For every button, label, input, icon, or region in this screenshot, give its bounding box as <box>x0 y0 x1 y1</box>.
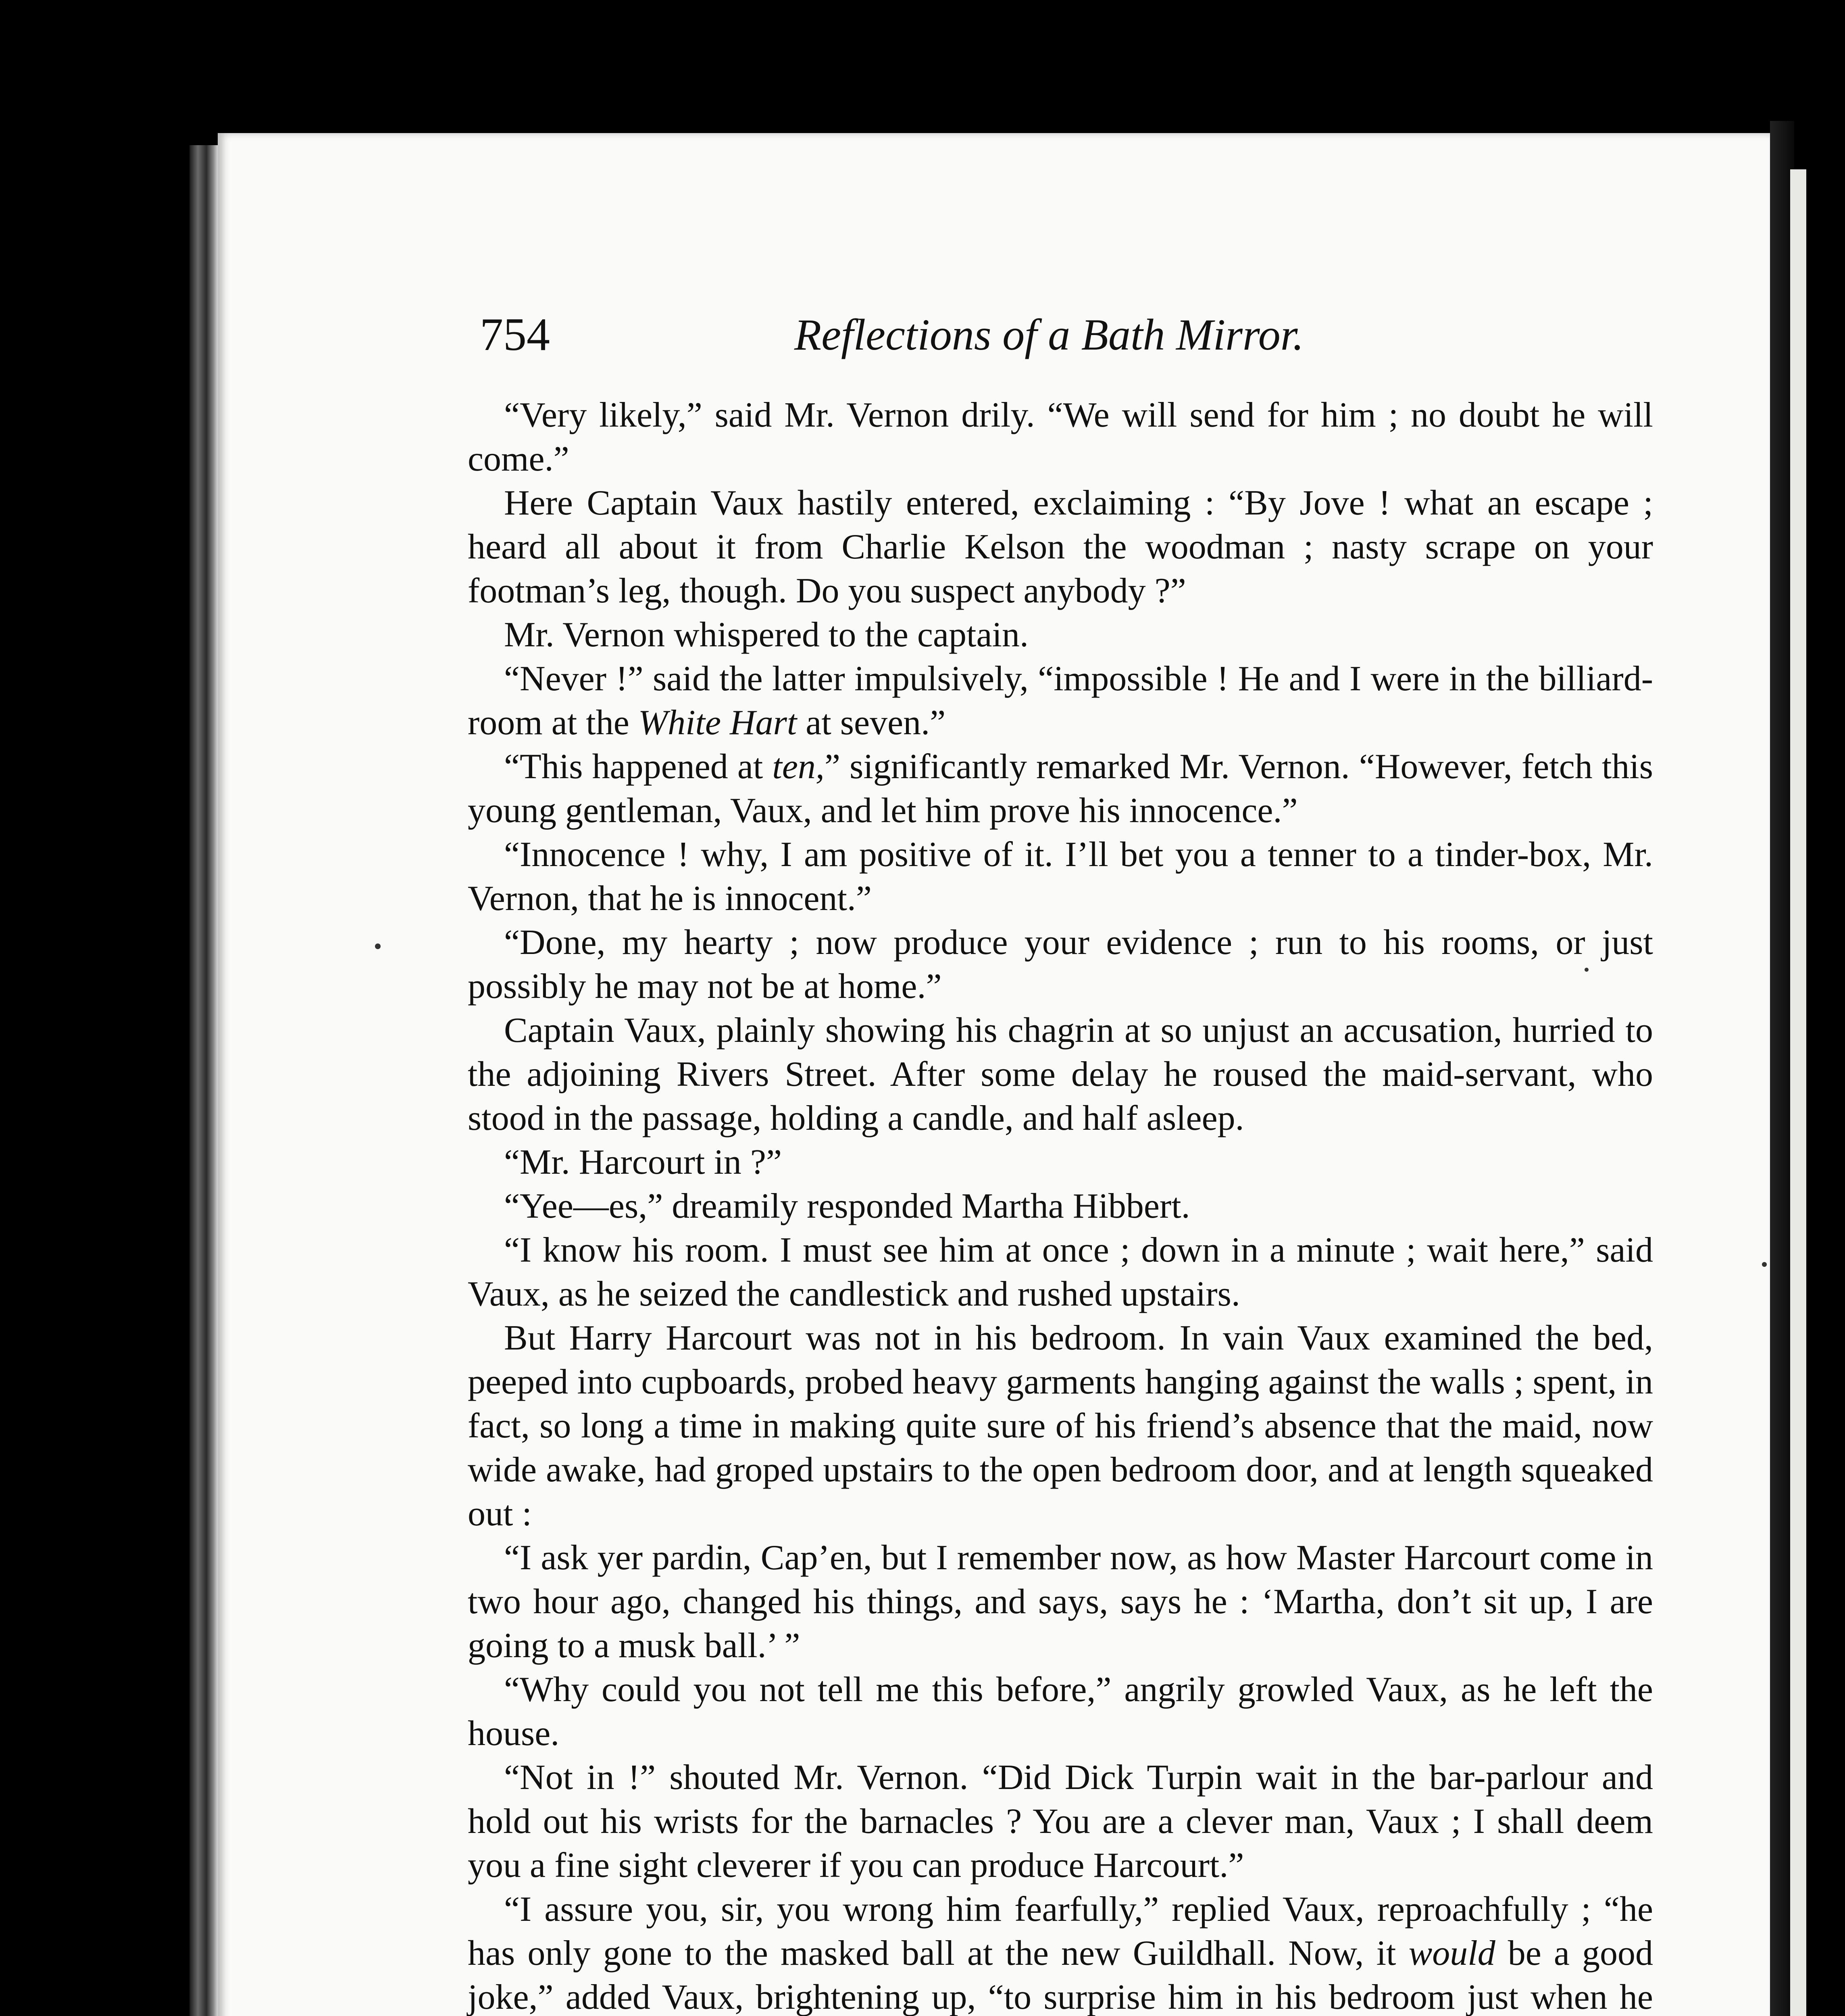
paragraph: “I ask yer pardin, Cap’en, but I remember now, as how Master Harcourt come in two hour ago, changed his things, and says, says he : ‘Martha, don’t sit up, I are going to a musk ball.’ ” <box>468 1538 1653 1665</box>
paragraph: But Harry Harcourt was not in his bedroom. In vain Vaux examined the bed, peeped into cupboards, probed heavy garments hanging against the walls ; spent, in fact, so long a time in making quite sure of his friend’s absence that the maid, now wide awake, had groped upstairs to the open bedroom door, and at length squeaked out : <box>468 1318 1653 1533</box>
paragraph: “Never !” said the latter impulsively, “impossible ! He and I were in the billiard-room at the White Hart at seven.” <box>468 659 1653 742</box>
page-number: 754 <box>480 309 550 360</box>
italic-text: would <box>1408 1934 1495 1973</box>
dust-speck <box>375 943 381 949</box>
paragraph: “Not in !” shouted Mr. Vernon. “Did Dick Turpin wait in the bar-parlour and hold out his wrists for the barnacles ? You are a clever man, Vaux ; I shall deem you a fine sight cleverer if you can produce Harcourt.” <box>468 1758 1653 1885</box>
paragraph: “I know his room. I must see him at once ; down in a minute ; wait here,” said Vaux, as he seized the candlestick and rushed upstairs. <box>468 1231 1653 1314</box>
paragraph: “Innocence ! why, I am positive of it. I’ll bet you a tenner to a tinder-box, Mr. Vernon, that he is innocent.” <box>468 835 1653 918</box>
next-page-edge <box>1790 169 1806 2016</box>
paragraph: “This happened at ten,” significantly remarked Mr. Vernon. “However, fetch this young gentleman, Vaux, and let him prove his innocence.” <box>468 747 1653 830</box>
paragraph: Here Captain Vaux hastily entered, exclaiming : “By Jove ! what an escape ; heard all about it from Charlie Kelson the woodman ; nasty scrape on your footman’s leg, though. Do you suspect anybody ?” <box>468 483 1653 610</box>
italic-text: White Hart <box>638 703 797 742</box>
italic-text: ten, <box>772 747 825 786</box>
body-text <box>468 393 1653 2016</box>
paragraph: Captain Vaux, plainly showing his chagrin at so unjust an accusation, hurried to the adjoining Rivers Street. After some delay he roused the maid-servant, who stood in the passage, holding a candle, and half asleep. <box>468 1011 1653 1138</box>
paragraph: “Mr. Harcourt in ?” <box>504 1143 782 1182</box>
dust-speck <box>1762 1262 1767 1267</box>
paragraph: “Why could you not tell me this before,” angrily growled Vaux, as he left the house. <box>468 1670 1653 1753</box>
page-header <box>480 306 1351 363</box>
book-binding-edge <box>189 145 218 2016</box>
paragraph: “Very likely,” said Mr. Vernon drily. “We will send for him ; no doubt he will come.” <box>468 396 1653 479</box>
paragraph: “Yee—es,” dreamily responded Martha Hibbert. <box>504 1187 1190 1226</box>
paragraph: “I assure you, sir, you wrong him fearfully,” replied Vaux, reproachfully ; “he has only gone to the masked ball at the new Guildhall. Now, it would be a good joke,” added Vaux, brightening up, “to surprise him in his bedroom just when he <box>468 1890 1653 2016</box>
paragraph: “Done, my hearty ; now produce your evidence ; run to his rooms, or just possibly he may not be at home.” <box>468 923 1653 1006</box>
running-title: Reflections of a Bath Mirror. <box>794 310 1304 359</box>
paragraph: Mr. Vernon whispered to the captain. <box>504 615 1029 654</box>
